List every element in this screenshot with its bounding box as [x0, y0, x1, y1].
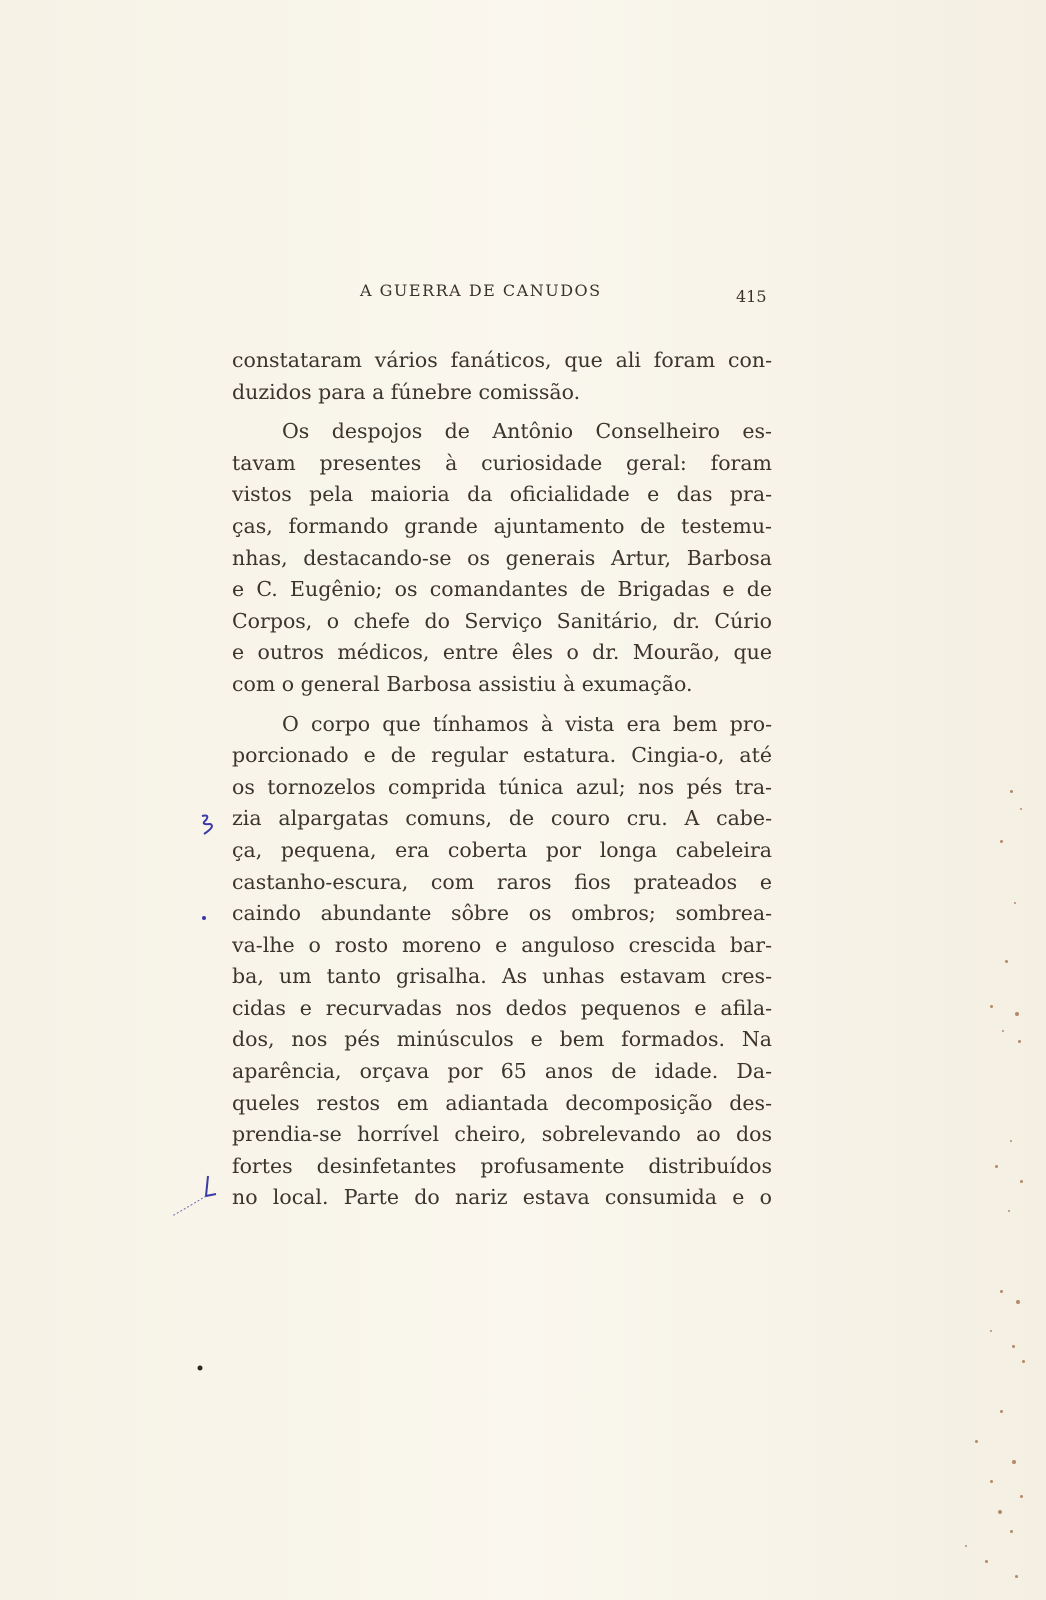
- page-number: 415: [736, 287, 767, 306]
- text-line: no local. Parte do nariz estava consumida e o: [232, 1185, 772, 1210]
- text-line: ças, formando grande ajuntamento de testemu-: [232, 513, 772, 538]
- text-line: aparência, orçava por 65 anos de idade. Da-: [232, 1059, 772, 1084]
- text-line: zia alpargatas comuns, de couro cru. A cabe-: [232, 806, 772, 831]
- text-line: ça, pequena, era coberta por longa cabeleira: [232, 837, 772, 862]
- body-text: [232, 345, 772, 1214]
- text-line: Os despojos de Antônio Conselheiro es-: [282, 419, 772, 444]
- paragraph-3: [232, 709, 772, 1215]
- text-line: e outros médicos, entre êles o dr. Mourão, que: [232, 640, 772, 665]
- paragraph-2: [232, 416, 772, 700]
- text-line: constataram vários fanáticos, que ali foram con-: [232, 348, 772, 372]
- text-line: prendia-se horrível cheiro, sobrelevando ao dos: [232, 1122, 772, 1147]
- pen-dot-icon: [200, 914, 208, 922]
- paragraph-1: [232, 345, 772, 408]
- text-line: caindo abundante sôbre os ombros; sombrea-: [232, 901, 772, 926]
- text-line: vistos pela maioria da oficialidade e das pra-: [232, 482, 772, 507]
- pen-mark-icon: [196, 812, 220, 838]
- text-line: ba, um tanto grisalha. As unhas estavam cres-: [232, 964, 772, 989]
- text-line: e C. Eugênio; os comandantes de Brigadas e de: [232, 577, 772, 602]
- text-line: porcionado e de regular estatura. Cingia-o, até: [232, 743, 772, 768]
- running-header: [360, 281, 780, 311]
- text-line: Corpos, o chefe do Serviço Sanitário, dr. Cúrio: [232, 608, 772, 633]
- text-line: O corpo que tínhamos à vista era bem pro-: [282, 711, 772, 736]
- text-line: fortes desinfetantes profusamente distribuídos: [232, 1153, 772, 1178]
- text-line: castanho-escura, com raros fios prateados e: [232, 869, 772, 894]
- text-line: queles restos em adiantada decomposição des-: [232, 1090, 772, 1115]
- text-line: duzidos para a fúnebre comissão.: [232, 379, 581, 404]
- header-title: A GUERRA DE CANUDOS: [360, 281, 602, 300]
- text-line: nhas, destacando-se os generais Artur, Barbosa: [232, 545, 772, 570]
- text-line: com o general Barbosa assistiu à exumação.: [232, 671, 693, 696]
- ink-dot-icon: [196, 1364, 204, 1372]
- text-line: os tornozelos comprida túnica azul; nos pés tra-: [232, 774, 772, 799]
- text-line: dos, nos pés minúsculos e bem formados. Na: [232, 1027, 772, 1052]
- text-line: cidas e recurvadas nos dedos pequenos e afila-: [232, 995, 772, 1020]
- pen-check-icon: [168, 1172, 224, 1222]
- text-line: va-lhe o rosto moreno e anguloso crescida bar-: [232, 932, 772, 957]
- text-line: tavam presentes à curiosidade geral: foram: [232, 450, 772, 475]
